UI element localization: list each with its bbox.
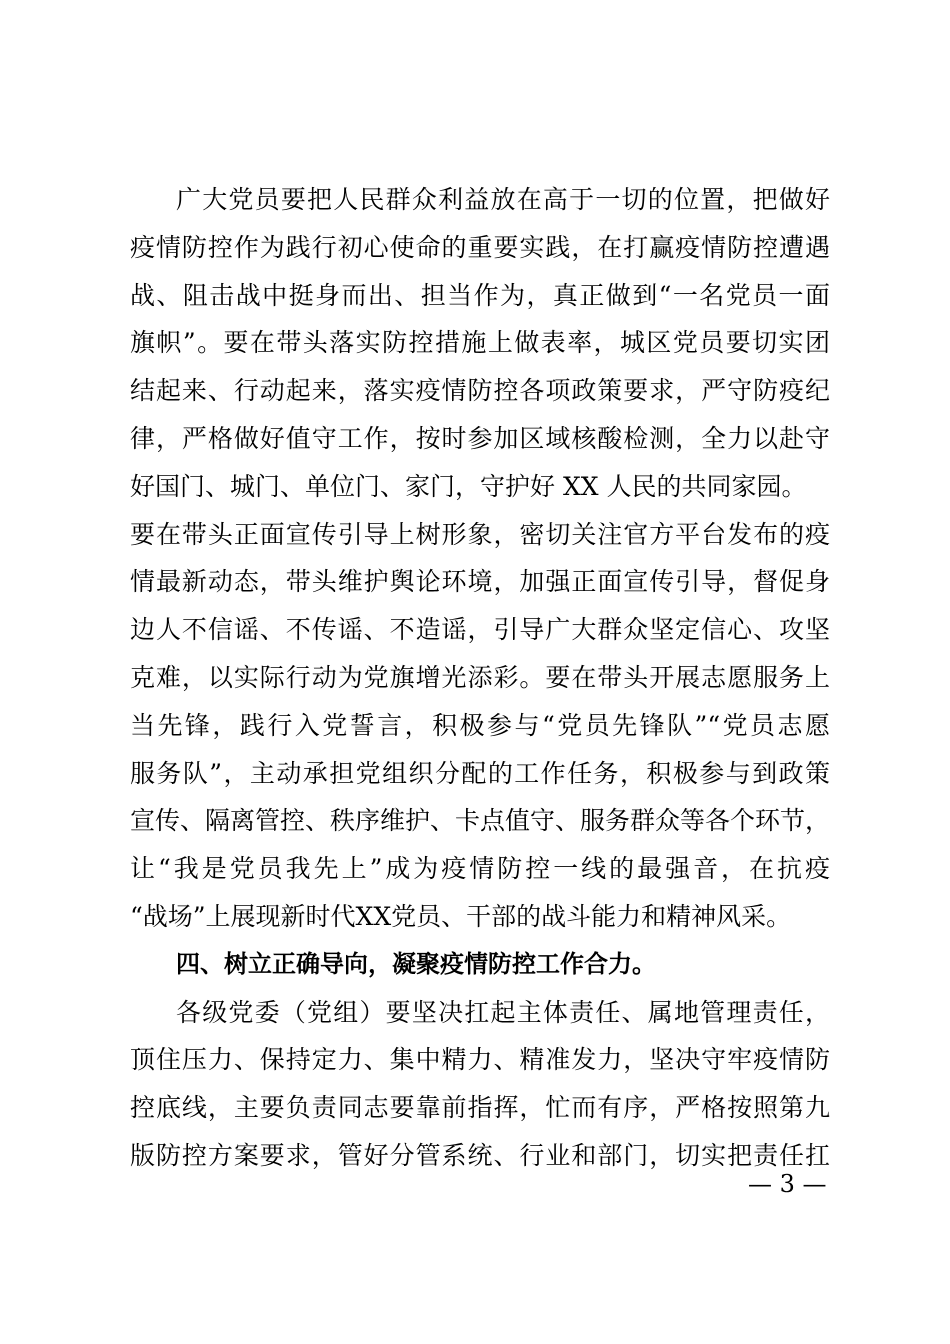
paragraph-line: 疫情防控作为践行初心使命的重要实践，在打赢疫情防控遭遇 bbox=[130, 232, 830, 262]
paragraph-line: 广大党员要把人民群众利益放在高于一切的位置，把做好 bbox=[176, 185, 830, 214]
paragraph-line: 顶住压力、保持定力、集中精力、精准发力，坚决守牢疫情防 bbox=[130, 1045, 830, 1075]
paragraph-line: 边人不信谣、不传谣、不造谣，引导广大群众坚定信心、攻坚 bbox=[130, 615, 830, 645]
paragraph-line: 版防控方案要求，管好分管系统、行业和部门，切实把责任扛 bbox=[130, 1140, 830, 1170]
document-body bbox=[130, 176, 830, 1180]
page-number: — 3 — bbox=[748, 1170, 827, 1198]
paragraph-line: 好国门、城门、单位门、家门，守护好 XX 人民的共同家园。 bbox=[130, 471, 807, 501]
paragraph-1 bbox=[130, 176, 830, 941]
paragraph-line: 要在带头正面宣传引导上树形象，密切关注官方平台发布的疫 bbox=[130, 519, 830, 549]
paragraph-line: 宣传、隔离管控、秩序维护、卡点值守、服务群众等各个环节， bbox=[130, 806, 830, 836]
paragraph-line: 战、阻击战中挺身而出、担当作为，真正做到“一名党员一面 bbox=[130, 280, 830, 310]
paragraph-line: 控底线，主要负责同志要靠前指挥，忙而有序，严格按照第九 bbox=[130, 1093, 830, 1123]
paragraph-line: “战场”上展现新时代XX党员、干部的战斗能力和精神风采。 bbox=[130, 901, 792, 931]
section-heading: 四、树立正确导向，凝聚疫情防控工作合力。 bbox=[176, 949, 656, 978]
paragraph-2 bbox=[130, 989, 830, 1180]
paragraph-line: 旗帜”。要在带头落实防控措施上做表率，城区党员要切实团 bbox=[130, 328, 830, 358]
paragraph-line: 结起来、行动起来，落实疫情防控各项政策要求，严守防疫纪 bbox=[130, 376, 830, 406]
paragraph-line: 服务队”，主动承担党组织分配的工作任务，积极参与到政策 bbox=[130, 758, 830, 788]
paragraph-line: 各级党委（党组）要坚决扛起主体责任、属地管理责任， bbox=[176, 997, 830, 1027]
paragraph-line: 克难，以实际行动为党旗增光添彩。要在带头开展志愿服务上 bbox=[130, 662, 830, 692]
paragraph-line: 当先锋，践行入党誓言，积极参与“党员先锋队”“党员志愿 bbox=[130, 710, 830, 740]
paragraph-line: 情最新动态，带头维护舆论环境，加强正面宣传引导，督促身 bbox=[130, 567, 830, 597]
paragraph-line: 律，严格做好值守工作，按时参加区域核酸检测，全力以赴守 bbox=[130, 423, 830, 453]
paragraph-line: 让“我是党员我先上”成为疫情防控一线的最强音，在抗疫 bbox=[130, 854, 830, 884]
